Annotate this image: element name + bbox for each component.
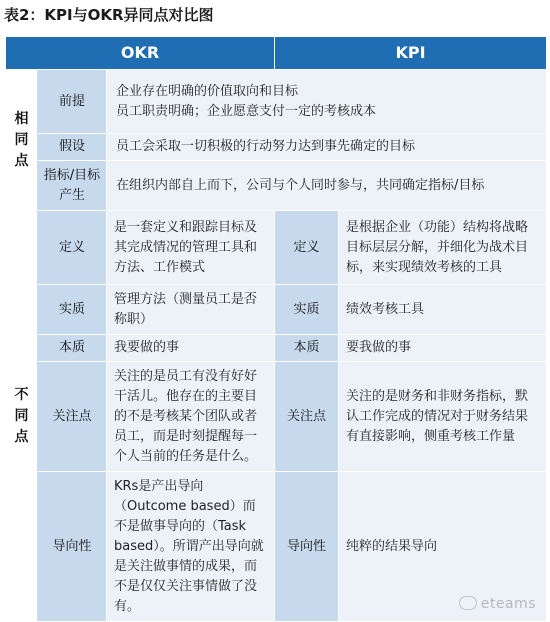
okr-row-content: 是一套定义和跟踪目标及其完成情况的管理工具和方法、工作模式 xyxy=(107,211,275,285)
header-row xyxy=(6,37,547,70)
okr-row-label: 定义 xyxy=(38,211,107,285)
row-content xyxy=(107,134,547,161)
okr-row-label: 本质 xyxy=(38,335,107,362)
row-label: 假设 xyxy=(38,134,107,161)
kpi-row-label: 关注点 xyxy=(275,362,339,472)
okr-row-content: 我要做的事 xyxy=(107,335,275,362)
okr-row-label: 实质 xyxy=(38,285,107,335)
diff-row-substance xyxy=(6,285,547,335)
okr-row-label: 关注点 xyxy=(38,362,107,472)
row-label: 指标/目标产生 xyxy=(38,161,107,211)
okr-row-label: 导向性 xyxy=(38,472,107,622)
kpi-row-content: 关注的是财务和非财务指标，默认工作完成的情况对于财务结果有直接影响，侧重考核工作量 xyxy=(339,362,547,472)
comparison-table xyxy=(5,36,547,622)
kpi-row-label: 定义 xyxy=(275,211,339,285)
group-label-different: 不同点 xyxy=(6,211,38,622)
okr-header: OKR xyxy=(6,37,275,70)
table-title: 表2：KPI与OKR异同点对比图 xyxy=(4,6,214,24)
okr-row-content: 关注的是员工有没有好好干活儿。他存在的主要目的不是考核某个团队或者员工，而是时刻提醒每一个人当前的任务是什么。 xyxy=(107,362,275,472)
watermark xyxy=(459,596,536,612)
watermark-text: eteams xyxy=(480,596,536,612)
same-row-assumption xyxy=(6,134,547,161)
diff-row-focus xyxy=(6,362,547,472)
group-label-same: 相同点 xyxy=(6,70,38,211)
content-line: 企业存在明确的价值取向和目标 xyxy=(116,83,299,99)
kpi-row-content: 纯粹的结果导向 xyxy=(339,472,547,622)
row-label: 前提 xyxy=(38,70,107,134)
row-content xyxy=(107,70,547,134)
kpi-row-content: 绩效考核工具 xyxy=(339,285,547,335)
kpi-row-label: 导向性 xyxy=(275,472,339,622)
diff-row-essence xyxy=(6,335,547,362)
diff-row-definition xyxy=(6,211,547,285)
content-line: 员工会采取一切积极的行动努力达到事先确定的目标 xyxy=(116,139,416,154)
same-row-indicator xyxy=(6,161,547,211)
content-line: 在组织内部自上而下，公司与个人同时参与，共同确定指标/目标 xyxy=(116,177,485,193)
row-content xyxy=(107,161,547,211)
kpi-header: KPI xyxy=(275,37,547,70)
okr-row-content: 管理方法（测量员工是否称职） xyxy=(107,285,275,335)
same-row-premise xyxy=(6,70,547,134)
chat-bubble-icon xyxy=(459,596,477,610)
kpi-row-content: 要我做的事 xyxy=(339,335,547,362)
kpi-row-content: 是根据企业（功能）结构将战略目标层层分解，并细化为战术目标，来实现绩效考核的工具 xyxy=(339,211,547,285)
kpi-row-label: 本质 xyxy=(275,335,339,362)
okr-row-content: KRs是产出导向（Outcome based）而不是做事导向的（Task based）。所谓产出导向就是关注做事情的成果，而不是仅仅关注事情做了没有。 xyxy=(107,472,275,622)
content-line: 员工职责明确；企业愿意支付一定的考核成本 xyxy=(116,103,377,119)
kpi-row-label: 实质 xyxy=(275,285,339,335)
